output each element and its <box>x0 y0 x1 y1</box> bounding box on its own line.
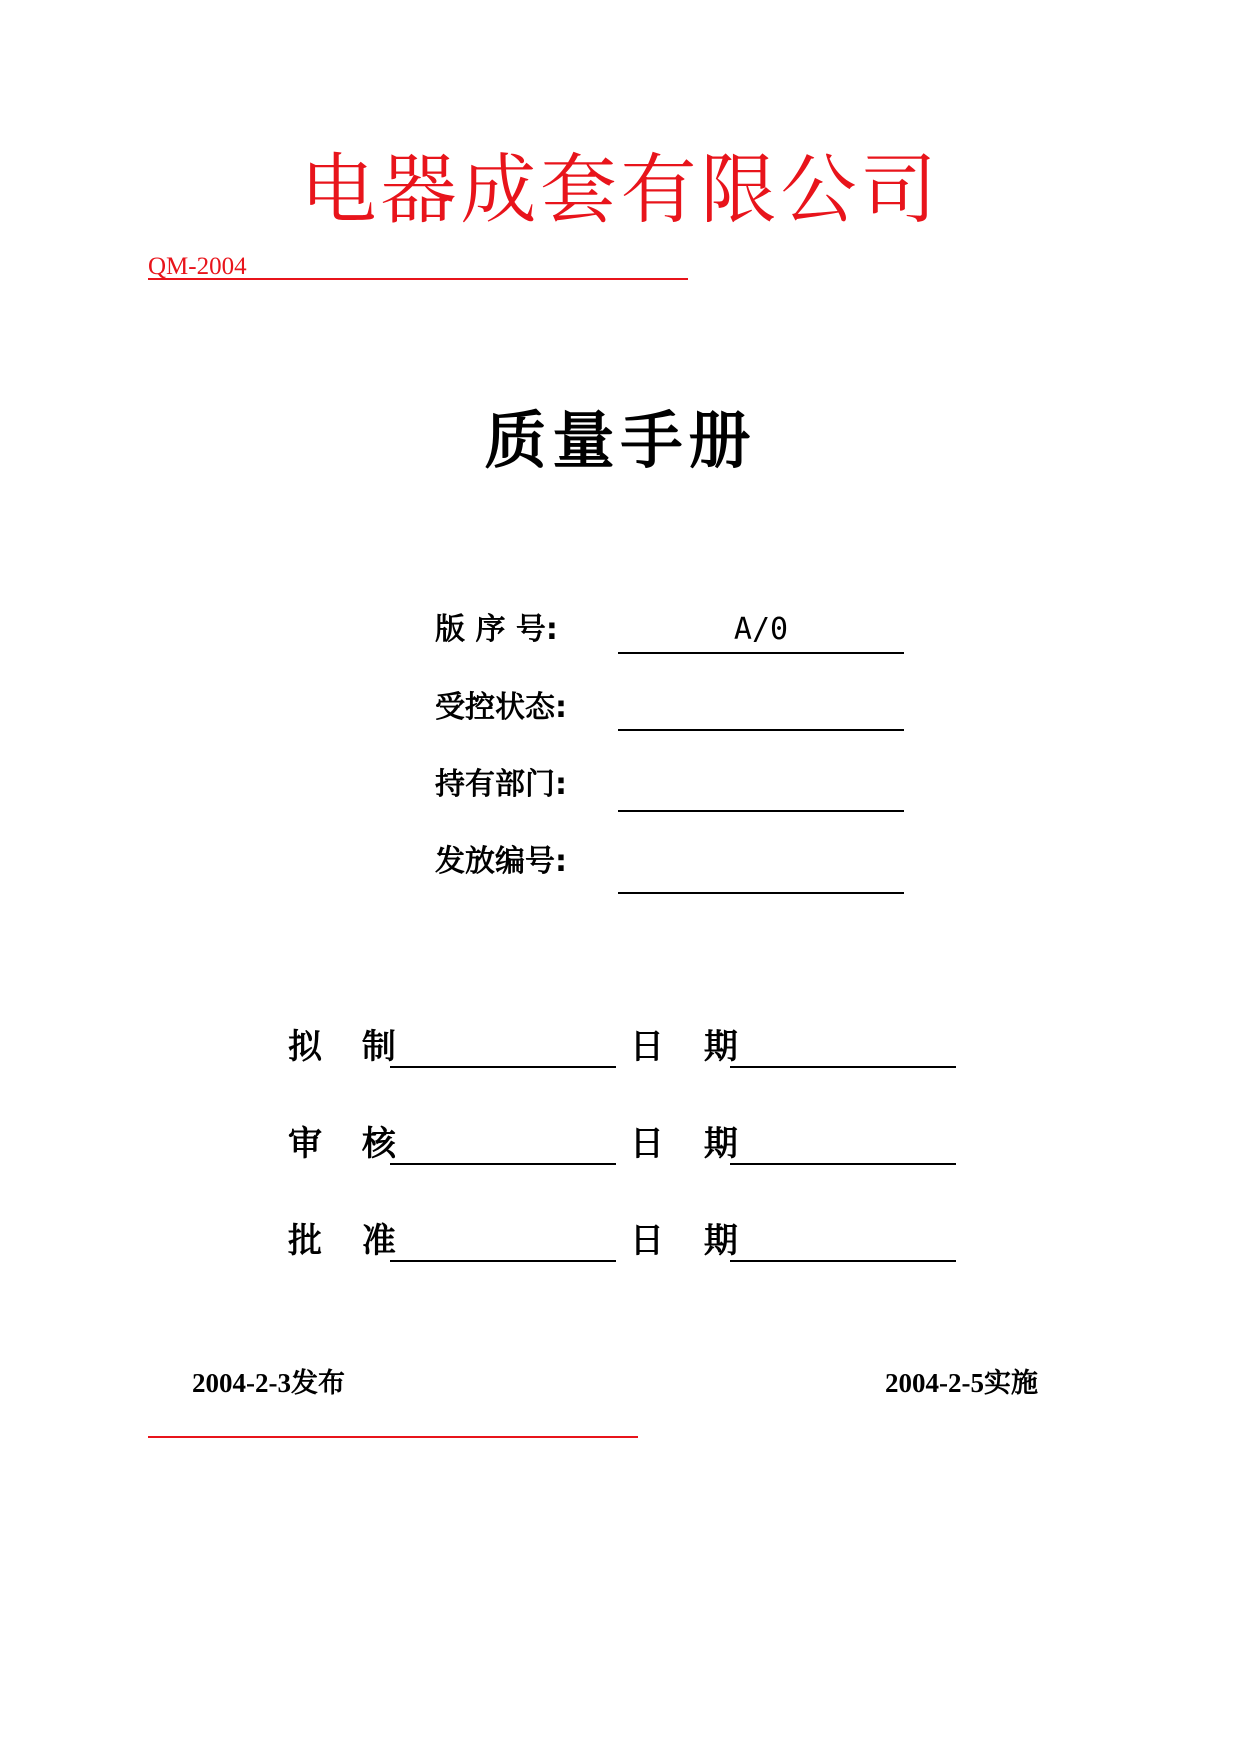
approver-date-line <box>730 1260 956 1262</box>
drafter-label: 拟 制 <box>288 1027 410 1067</box>
document-title: 质量手册 <box>484 404 757 477</box>
effective-date: 2004-2-5实施 <box>885 1368 1038 1398</box>
company-name: 电器成套有限公司 <box>300 145 941 234</box>
issue-date: 2004-2-3发布 <box>192 1368 345 1398</box>
footer-divider <box>148 1436 638 1438</box>
holding-department-field-line <box>618 810 904 812</box>
version-value: A/0 <box>733 612 789 647</box>
reviewer-signature-line <box>390 1163 616 1165</box>
drafter-date-line <box>730 1066 956 1068</box>
control-status-label: 受控状态: <box>435 690 567 725</box>
document-number: QM-2004 <box>148 253 247 280</box>
control-status-field-line <box>618 729 904 731</box>
approver-label: 批 准 <box>288 1221 410 1261</box>
drafter-signature-line <box>390 1066 616 1068</box>
header-divider <box>148 278 688 280</box>
version-field-line <box>618 652 904 654</box>
reviewer-label: 审 核 <box>288 1124 410 1164</box>
approver-signature-line <box>390 1260 616 1262</box>
reviewer-date-label: 日 期 <box>630 1124 752 1164</box>
approver-date-label: 日 期 <box>630 1221 752 1261</box>
distribution-number-field-line <box>618 892 904 894</box>
version-label: 版 序 号: <box>435 612 558 647</box>
holding-department-label: 持有部门: <box>435 767 567 802</box>
reviewer-date-line <box>730 1163 956 1165</box>
drafter-date-label: 日 期 <box>630 1027 752 1067</box>
distribution-number-label: 发放编号: <box>435 844 567 879</box>
